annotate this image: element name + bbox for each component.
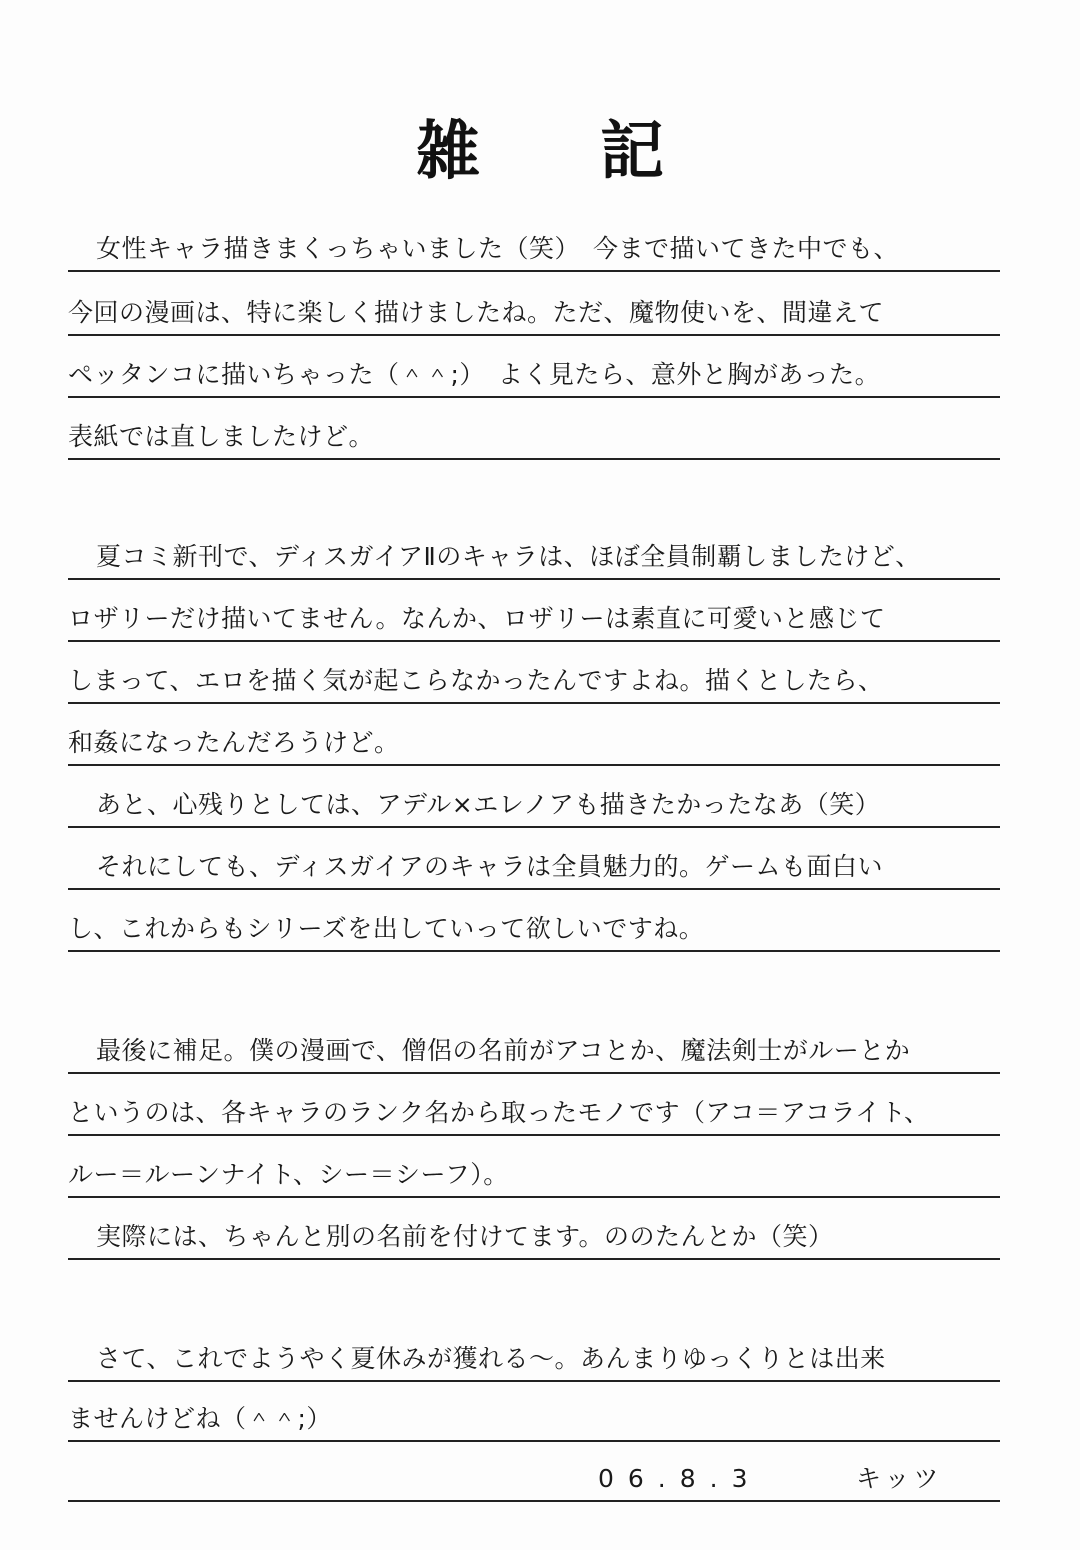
text-line: それにしても、ディスガイアのキャラは全員魅力的。ゲームも面白い — [68, 846, 1000, 890]
text-line: ペッタンコに描いちゃった（＾＾;） よく見たら、意外と胸があった。 — [68, 354, 1000, 398]
text-line: ロザリーだけ描いてません。なんか、ロザリーは素直に可愛いと感じて — [68, 598, 1000, 642]
text-line: さて、これでようやく夏休みが獲れる～。あんまりゆっくりとは出来 — [68, 1338, 1000, 1382]
signature-line — [68, 1458, 1000, 1502]
text-line: あと、心残りとしては、アデル×エレノアも描きたかったなあ（笑） — [68, 784, 1000, 828]
text-line: 和姦になったんだろうけど。 — [68, 722, 1000, 766]
text-line: 今回の漫画は、特に楽しく描けましたね。ただ、魔物使いを、間違えて — [68, 292, 1000, 336]
signature-name: キッツ — [856, 1464, 943, 1493]
title-char-1: 雑 — [416, 114, 480, 189]
text-line: ませんけどね（＾＾;） — [68, 1398, 1000, 1442]
text-line: というのは、各キャラのランク名から取ったモノです（アコ＝アコライト、 — [68, 1092, 1000, 1136]
text-line: ルー＝ルーンナイト、シー＝シーフ）。 — [68, 1154, 1000, 1198]
text-line: 実際には、ちゃんと別の名前を付けてます。ののたんとか（笑） — [68, 1216, 1000, 1260]
title-char-2: 記 — [600, 114, 664, 189]
text-line: 表紙では直しましたけど。 — [68, 416, 1000, 460]
text-line: 夏コミ新刊で、ディスガイアⅡのキャラは、ほぼ全員制覇しましたけど、 — [68, 536, 1000, 580]
signature-date: 06.8.3 — [598, 1464, 762, 1493]
text-line: しまって、エロを描く気が起こらなかったんですよね。描くとしたら、 — [68, 660, 1000, 704]
text-line: 最後に補足。僕の漫画で、僧侶の名前がアコとか、魔法剣士がルーとか — [68, 1030, 1000, 1074]
text-line: し、これからもシリーズを出していって欲しいですね。 — [68, 908, 1000, 952]
page-title — [0, 100, 1080, 192]
text-line: 女性キャラ描きまくっちゃいました（笑） 今まで描いてきた中でも、 — [68, 228, 1000, 272]
